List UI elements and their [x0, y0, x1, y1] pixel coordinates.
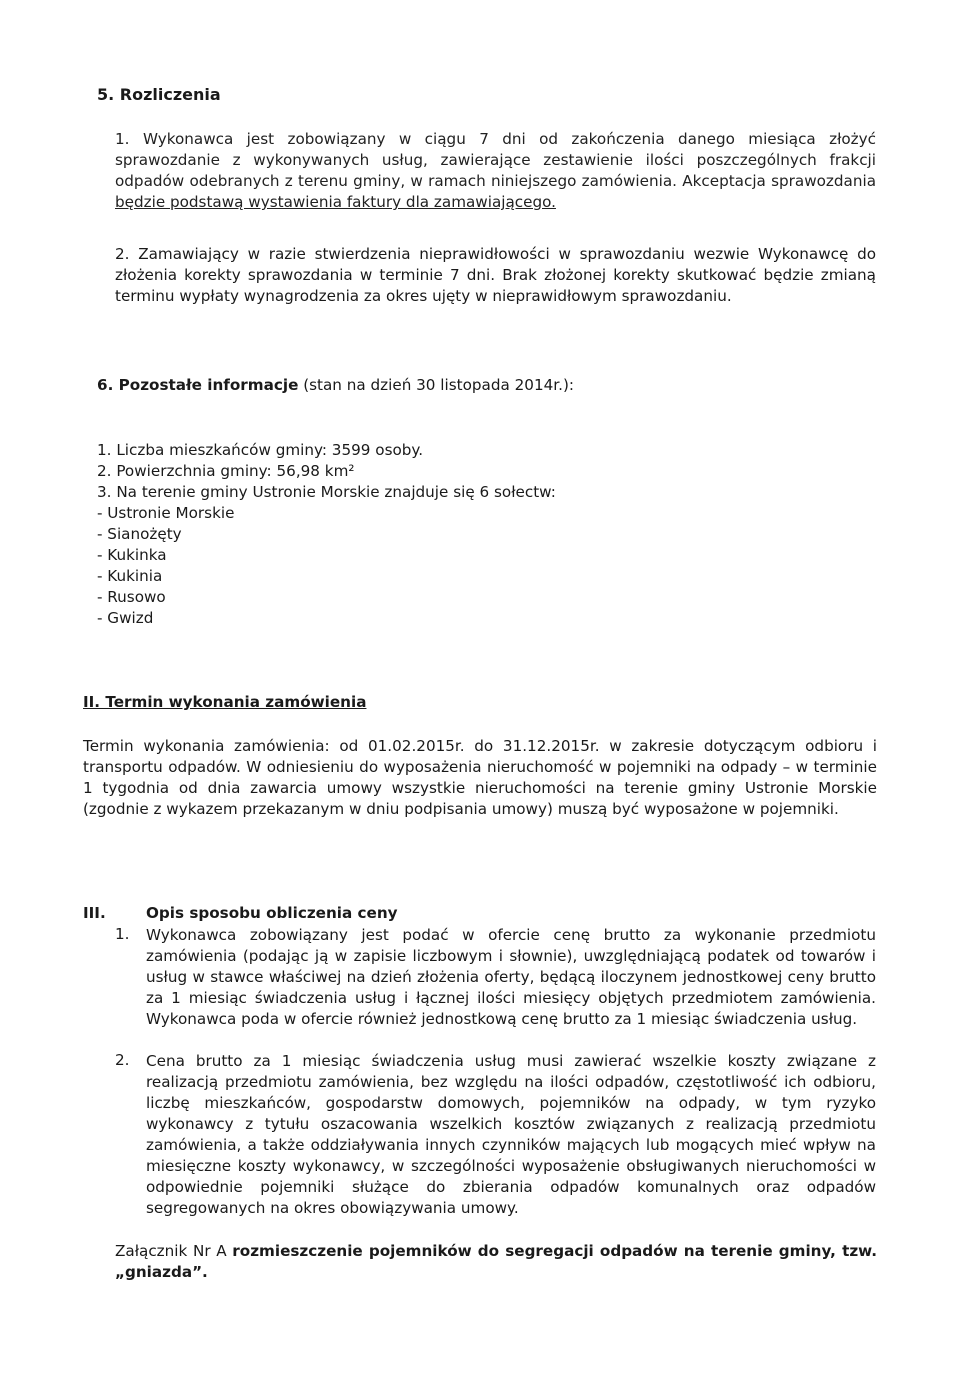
section-ii-text: Termin wykonania zamówienia: od 01.02.2015r. do 31.12.2015r. w zakresie dotyczącym odbioru i transportu odpadów. W odniesieniu do wyposażenia nieruchomość w pojemniki na odpady – w terminie 1 tygodnia od dnia zawarcia umowy wszystkie nieruchomości na terenie gminy Ustronie Morskie (zgodnie z wykazem przekazanym w dniu podpisania umowy) muszą być wyposażone w pojemniki. [83, 737, 877, 818]
section-iii-roman: III. [83, 904, 106, 922]
list-item: - Ustronie Morskie [97, 504, 235, 522]
list-item: - Rusowo [97, 588, 166, 606]
section-iii-heading: Opis sposobu obliczenia ceny [146, 904, 398, 922]
list-item: - Kukinka [97, 546, 167, 564]
item-1-number: 1. [115, 130, 130, 148]
item-1-text: Wykonawca jest zobowiązany w ciągu 7 dni od zakończenia danego miesiąca złożyć sprawozdanie z wykonywanych usług, zawierające zestawienie ilości poszczególnych frakcji odpadów odebranych z terenu gminy, w ramach niniejszego zamówienia. Akceptacja sprawozdania [115, 130, 876, 190]
list-item: 3. Na terenie gminy Ustronie Morskie znajduje się 6 sołectw: [97, 483, 556, 501]
list-item: 1. Liczba mieszkańców gminy: 3599 osoby. [97, 441, 424, 459]
section-iii-item-1-text: Wykonawca zobowiązany jest podać w ofercie cenę brutto za wykonanie przedmiotu zamówienia (podając ją w zapisie liczbowym i słownie), uwzględniającą podatek od towarów i usług w stawce właściwej na dzień złożenia oferty, będącą iloczynem jednostkowej ceny brutto za 1 miesiąc świadczenia usług i łącznej ilości miesięcy objętych przedmiotem zamówienia. Wykonawca poda w ofercie również jednostkową cenę brutto za 1 miesiąc świadczenia usług. [146, 926, 876, 1028]
list-item: - Sianożęty [97, 525, 182, 543]
list-item: - Kukinia [97, 567, 163, 585]
attachment-title: rozmieszczenie pojemników do segregacji odpadów na terenie gminy, tzw. „gniazda”. [115, 1242, 878, 1281]
section-iii-item-1-number: 1. [115, 925, 130, 943]
list-item: 2. Powierzchnia gminy: 56,98 km² [97, 462, 355, 480]
section-6-list [97, 440, 556, 629]
section-6-heading-date: (stan na dzień 30 listopada 2014r.): [298, 376, 574, 394]
list-item: - Gwizd [97, 609, 154, 627]
section-iii-item-2-text: Cena brutto za 1 miesiąc świadczenia usług musi zawierać wszelkie koszty związane z realizacją przedmiotu zamówienia, bez względu na ilości odpadów, częstotliwość ich odbioru, liczbę mieszkańców, gospodarstw domowych, pojemników na odpady, w tym ryzyko wykonawcy z tytułu oszacowania wszelkich kosztów związanych z realizacją przedmiotu zamówienia, a także oddziaływania innych czynników mających lub mogących mieć wpływ na miesięczne koszty wykonawcy, w szczególności wyposażenie obsługiwanych nieruchomości w odpowiednie pojemniki służące do zbierania odpadów komunalnych oraz odpadów segregowanych na okres obowiązywania umowy. [146, 1052, 876, 1217]
section-5-item-2: 2. Zamawiający w razie stwierdzenia nieprawidłowości w sprawozdaniu wezwie Wykonawcę do złożenia korekty sprawozdania w terminie 7 dni. Brak złożonej korekty skutkować będzie zmianą terminu wypłaty wynagrodzenia za okres ujęty w nieprawidłowym sprawozdaniu. [115, 245, 876, 305]
section-6-heading [97, 376, 574, 394]
section-5-item-1 [115, 129, 876, 213]
section-6-heading-title: 6. Pozostałe informacje [97, 376, 299, 394]
item-1-underlined-text: będzie podstawą wystawienia faktury dla zamawiającego. [115, 193, 556, 211]
section-ii-heading: II. Termin wykonania zamówienia [83, 693, 367, 711]
attachment-prefix: Załącznik Nr A [115, 1242, 233, 1260]
section-iii-item-2-number: 2. [115, 1051, 130, 1069]
attachment-note [115, 1241, 877, 1283]
section-5-heading: 5. Rozliczenia [97, 85, 221, 104]
